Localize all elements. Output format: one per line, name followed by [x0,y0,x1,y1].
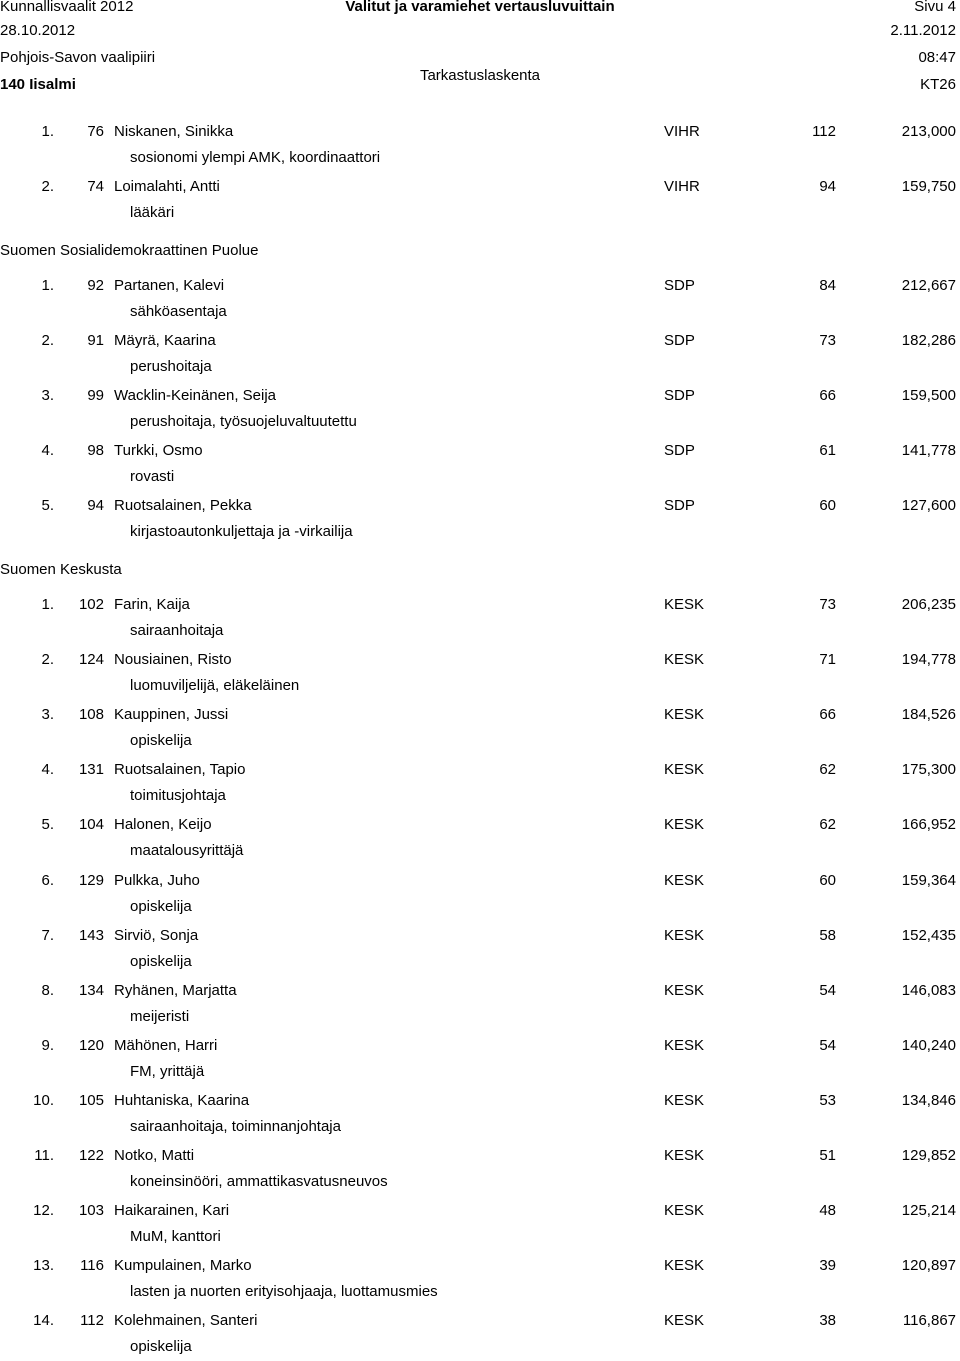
order-number: 5. [41,816,54,834]
print-date: 2.11.2012 [890,22,956,39]
candidate-name: Kauppinen, Jussi [114,706,229,724]
comparison-number: 146,083 [901,981,956,999]
party-abbreviation: KESK [664,596,705,613]
candidate-name: Ryhänen, Marjatta [114,981,237,999]
party-abbreviation: KESK [664,1147,705,1164]
comparison-number: 159,500 [901,387,956,405]
comparison-number: 184,526 [901,706,956,724]
candidate-row [0,927,960,945]
order-number: 7. [41,926,54,944]
candidate-number: 116 [80,1257,104,1275]
candidate-number: 108 [78,706,104,724]
order-number: 10. [33,1091,54,1109]
order-number: 1. [41,123,54,140]
comparison-number: 212,667 [901,277,956,294]
candidate-occupation: rovasti [130,468,175,486]
candidate-name: Halonen, Keijo [114,816,212,834]
candidate-occupation: maatalousyrittäjä [130,842,244,860]
order-number: 6. [41,871,54,889]
vote-count: 73 [819,596,836,613]
order-number: 3. [41,387,54,405]
candidate-occupation: perushoitaja, työsuojeluvaltuutettu [130,413,357,431]
comparison-number: 127,600 [901,497,956,515]
vote-count: 112 [812,123,836,140]
vote-count: 53 [819,1091,836,1109]
report-title: Valitut ja varamiehet vertausluvuittain [345,0,615,15]
comparison-number: 159,750 [901,178,956,196]
vote-count: 62 [819,761,836,779]
candidate-row [0,816,960,834]
candidate-number: 112 [80,1312,104,1330]
order-number: 4. [41,761,54,779]
candidate-occupation: sairaanhoitaja, toiminnanjohtaja [130,1117,341,1135]
candidate-name: Farin, Kaija [114,596,190,613]
vote-count: 73 [819,332,836,350]
candidate-occupation: perushoitaja [130,358,212,376]
party-abbreviation: SDP [664,442,695,460]
candidate-number: 124 [78,651,104,669]
vote-count: 48 [819,1202,836,1220]
candidate-name: Niskanen, Sinikka [114,123,234,140]
page-number: Sivu 4 [914,0,956,15]
party-abbreviation: KESK [664,981,705,999]
candidate-number: 143 [78,926,104,944]
vote-count: 62 [819,816,836,834]
candidate-row [0,1312,960,1330]
candidate-number: 134 [78,981,104,999]
candidate-number: 102 [78,596,104,613]
vote-count: 71 [819,651,836,669]
party-abbreviation: KESK [664,1091,705,1109]
comparison-number: 140,240 [901,1036,956,1054]
candidate-row [0,442,960,460]
party-abbreviation: SDP [664,387,695,405]
candidate-row [0,277,960,295]
candidate-number: 120 [78,1036,104,1054]
order-number: 1. [41,277,54,294]
candidate-row [0,982,960,1000]
candidate-name: Kolehmainen, Santeri [114,1312,258,1330]
comparison-number: 194,778 [901,651,956,669]
candidate-occupation: koneinsinööri, ammattikasvatusneuvos [130,1173,388,1190]
candidate-name: Pulkka, Juho [114,871,200,889]
vote-count: 51 [819,1147,836,1164]
candidate-occupation: MuM, kanttori [130,1228,221,1246]
candidate-occupation: lääkäri [130,204,175,222]
comparison-number: 159,364 [901,871,956,889]
candidate-occupation: sähköasentaja [130,303,227,320]
candidate-name: Turkki, Osmo [114,442,203,460]
order-number: 2. [41,178,54,196]
vote-count: 61 [819,442,836,460]
party-abbreviation: SDP [664,277,695,294]
comparison-number: 134,846 [901,1091,956,1109]
candidate-number: 91 [87,332,104,350]
candidate-name: Mähönen, Harri [114,1036,218,1054]
party-abbreviation: SDP [664,497,695,515]
party-abbreviation: SDP [664,332,695,350]
candidate-occupation: kirjastoautonkuljettaja ja -virkailija [130,523,353,541]
candidate-row [0,706,960,724]
vote-count: 58 [819,926,836,944]
candidate-number: 98 [87,442,104,460]
party-abbreviation: VIHR [664,178,700,196]
order-number: 2. [41,651,54,669]
vote-count: 54 [819,981,836,999]
candidate-name: Huhtaniska, Kaarina [114,1091,250,1109]
candidate-name: Loimalahti, Antti [114,178,220,196]
candidate-number: 76 [87,123,104,140]
candidate-row [0,1092,960,1110]
candidate-name: Mäyrä, Kaarina [114,332,216,350]
candidate-row [0,1147,960,1165]
comparison-number: 213,000 [901,123,956,140]
party-abbreviation: KESK [664,926,705,944]
party-abbreviation: KESK [664,871,705,889]
comparison-number: 116,867 [902,1312,956,1330]
municipality-name: 140 Iisalmi [0,76,76,93]
candidate-row [0,178,960,196]
candidate-row [0,761,960,779]
candidate-row [0,1037,960,1055]
candidate-number: 103 [78,1202,104,1220]
vote-count: 38 [819,1312,836,1330]
party-abbreviation: KESK [664,706,705,724]
party-abbreviation: KESK [664,1202,705,1220]
candidate-row [0,123,960,141]
candidate-row [0,1202,960,1220]
vote-count: 39 [819,1257,836,1275]
comparison-number: 206,235 [901,596,956,613]
order-number: 9. [41,1036,54,1054]
candidate-occupation: opiskelija [130,952,192,970]
candidate-name: Ruotsalainen, Tapio [114,761,246,779]
candidate-number: 92 [87,277,104,294]
candidate-occupation: sosionomi ylempi AMK, koordinaattori [130,149,381,166]
candidate-occupation: opiskelija [130,732,192,750]
order-number: 3. [41,706,54,724]
party-abbreviation: KESK [664,1036,705,1054]
candidate-occupation: lasten ja nuorten erityisohjaaja, luottamusmies [130,1283,438,1301]
party-group-heading: Suomen Sosialidemokraattinen Puolue [0,242,259,259]
candidate-row [0,497,960,515]
candidate-name: Sirviö, Sonja [114,926,199,944]
candidate-name: Partanen, Kalevi [114,277,225,294]
candidate-occupation: opiskelija [130,897,192,915]
candidate-row [0,651,960,669]
party-abbreviation: KESK [664,1257,705,1275]
vote-count: 54 [819,1036,836,1054]
candidate-row [0,596,960,614]
candidate-name: Haikarainen, Kari [114,1202,230,1220]
candidate-row [0,332,960,350]
candidate-occupation: sairaanhoitaja [130,622,224,639]
party-abbreviation: KESK [664,761,705,779]
candidate-occupation: toimitusjohtaja [130,787,226,805]
order-number: 14. [33,1312,54,1330]
candidate-name: Notko, Matti [114,1147,195,1164]
candidate-number: 104 [78,816,104,834]
party-abbreviation: KESK [664,816,705,834]
candidate-row [0,387,960,405]
comparison-number: 175,300 [901,761,956,779]
candidate-occupation: FM, yrittäjä [130,1062,205,1080]
candidate-number: 122 [78,1147,104,1164]
vote-count: 60 [819,497,836,515]
order-number: 2. [41,332,54,350]
election-name: Kunnallisvaalit 2012 [0,0,134,15]
candidate-occupation: opiskelija [130,1338,192,1356]
candidate-name: Nousiainen, Risto [114,651,232,669]
candidate-number: 105 [78,1091,104,1109]
order-number: 1. [41,596,54,613]
candidate-number: 129 [78,871,104,889]
party-abbreviation: VIHR [664,123,700,140]
comparison-number: 141,778 [901,442,956,460]
print-time: 08:47 [918,49,956,66]
candidate-row [0,1257,960,1275]
comparison-number: 182,286 [901,332,956,350]
comparison-number: 129,852 [901,1147,956,1164]
party-abbreviation: KESK [664,651,705,669]
order-number: 12. [33,1202,54,1220]
candidate-number: 94 [87,497,104,515]
candidate-number: 131 [78,761,104,779]
count-stage: Tarkastuslaskenta [419,67,541,84]
order-number: 8. [41,981,54,999]
vote-count: 66 [819,387,836,405]
candidate-row [0,872,960,890]
candidate-name: Ruotsalainen, Pekka [114,497,252,515]
candidate-occupation: meijeristi [130,1007,190,1025]
comparison-number: 120,897 [901,1257,956,1275]
comparison-number: 125,214 [901,1202,956,1220]
vote-count: 84 [819,277,836,294]
comparison-number: 152,435 [901,926,956,944]
report-code: KT26 [920,76,956,93]
order-number: 13. [33,1257,54,1275]
candidate-name: Kumpulainen, Marko [114,1257,252,1275]
candidate-occupation: luomuviljelijä, eläkeläinen [130,677,300,695]
candidate-number: 74 [87,178,104,196]
party-group-heading: Suomen Keskusta [0,561,122,578]
order-number: 4. [41,442,54,460]
candidate-number: 99 [87,387,104,405]
party-abbreviation: KESK [664,1312,705,1330]
order-number: 11. [34,1147,54,1164]
district-name: Pohjois-Savon vaalipiiri [0,49,156,66]
vote-count: 60 [819,871,836,889]
election-date: 28.10.2012 [0,22,76,39]
candidate-name: Wacklin-Keinänen, Seija [114,387,277,405]
vote-count: 94 [819,178,836,196]
order-number: 5. [41,497,54,515]
comparison-number: 166,952 [901,816,956,834]
vote-count: 66 [819,706,836,724]
